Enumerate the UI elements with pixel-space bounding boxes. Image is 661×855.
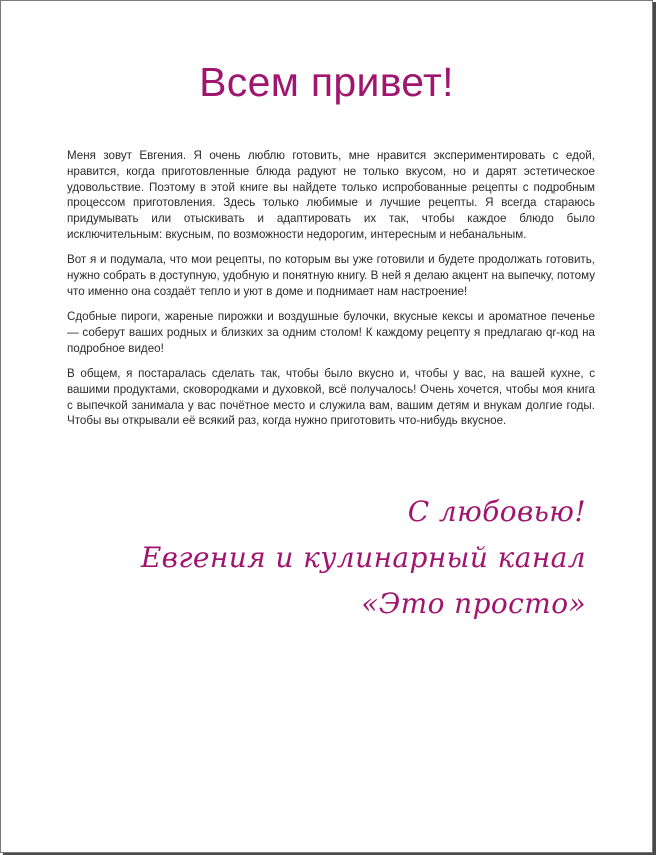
signature-line-author: Евгения и кулинарный канал bbox=[140, 541, 586, 574]
signature bbox=[141, 489, 586, 627]
paragraph: В общем, я постаралась сделать так, чтобы было вкусно и, чтобы у вас, на вашей кухне, с вашими продуктами, сковородками и духовкой, всё получалось! Очень хочется, чтобы моя книга с выпечкой занимала у вас почётное место и служила вам, вашим детям и внукам долгие годы. Чтобы вы открывали её всякий раз, когда нужно приготовить что-нибудь вкусное. bbox=[67, 367, 595, 428]
signature-line-channel: «Это просто» bbox=[361, 587, 586, 620]
signature-line-greeting: С любовью! bbox=[407, 495, 586, 528]
paragraph: Вот я и подумала, что мои рецепты, по которым вы уже готовили и будете продолжать готовить, нужно собрать в доступную, удобную и понятную книгу. В ней я делаю акцент на выпечку, потому что именно она создаёт тепло и уют в доме и поднимает нам настроение! bbox=[67, 253, 595, 298]
intro-text bbox=[67, 148, 595, 439]
paragraph: Сдобные пироги, жареные пирожки и воздушные булочки, вкусные кексы и ароматное печенье — соберут ваших родных и близких за одним столом! К каждому рецепту я предлагаю qr-код на подробное видео! bbox=[67, 310, 595, 355]
paragraph: Меня зовут Евгения. Я очень люблю готовить, мне нравится экспериментировать с едой, нравится, когда приготовленные блюда радуют не только вкусом, но и дарят эстетическое удовольствие. Поэтому в этой книге вы найдете только испробованные рецепты с подробным процессом приготовления. Здесь только любимые и лучшие рецепты. Я всегда стараюсь придумывать или отыскивать и адаптировать их так, чтобы каждое блюдо было исключительным: вкусным, по возможности недорогим, интересным и небанальным. bbox=[67, 149, 595, 241]
page-title: Всем привет! bbox=[199, 59, 454, 105]
